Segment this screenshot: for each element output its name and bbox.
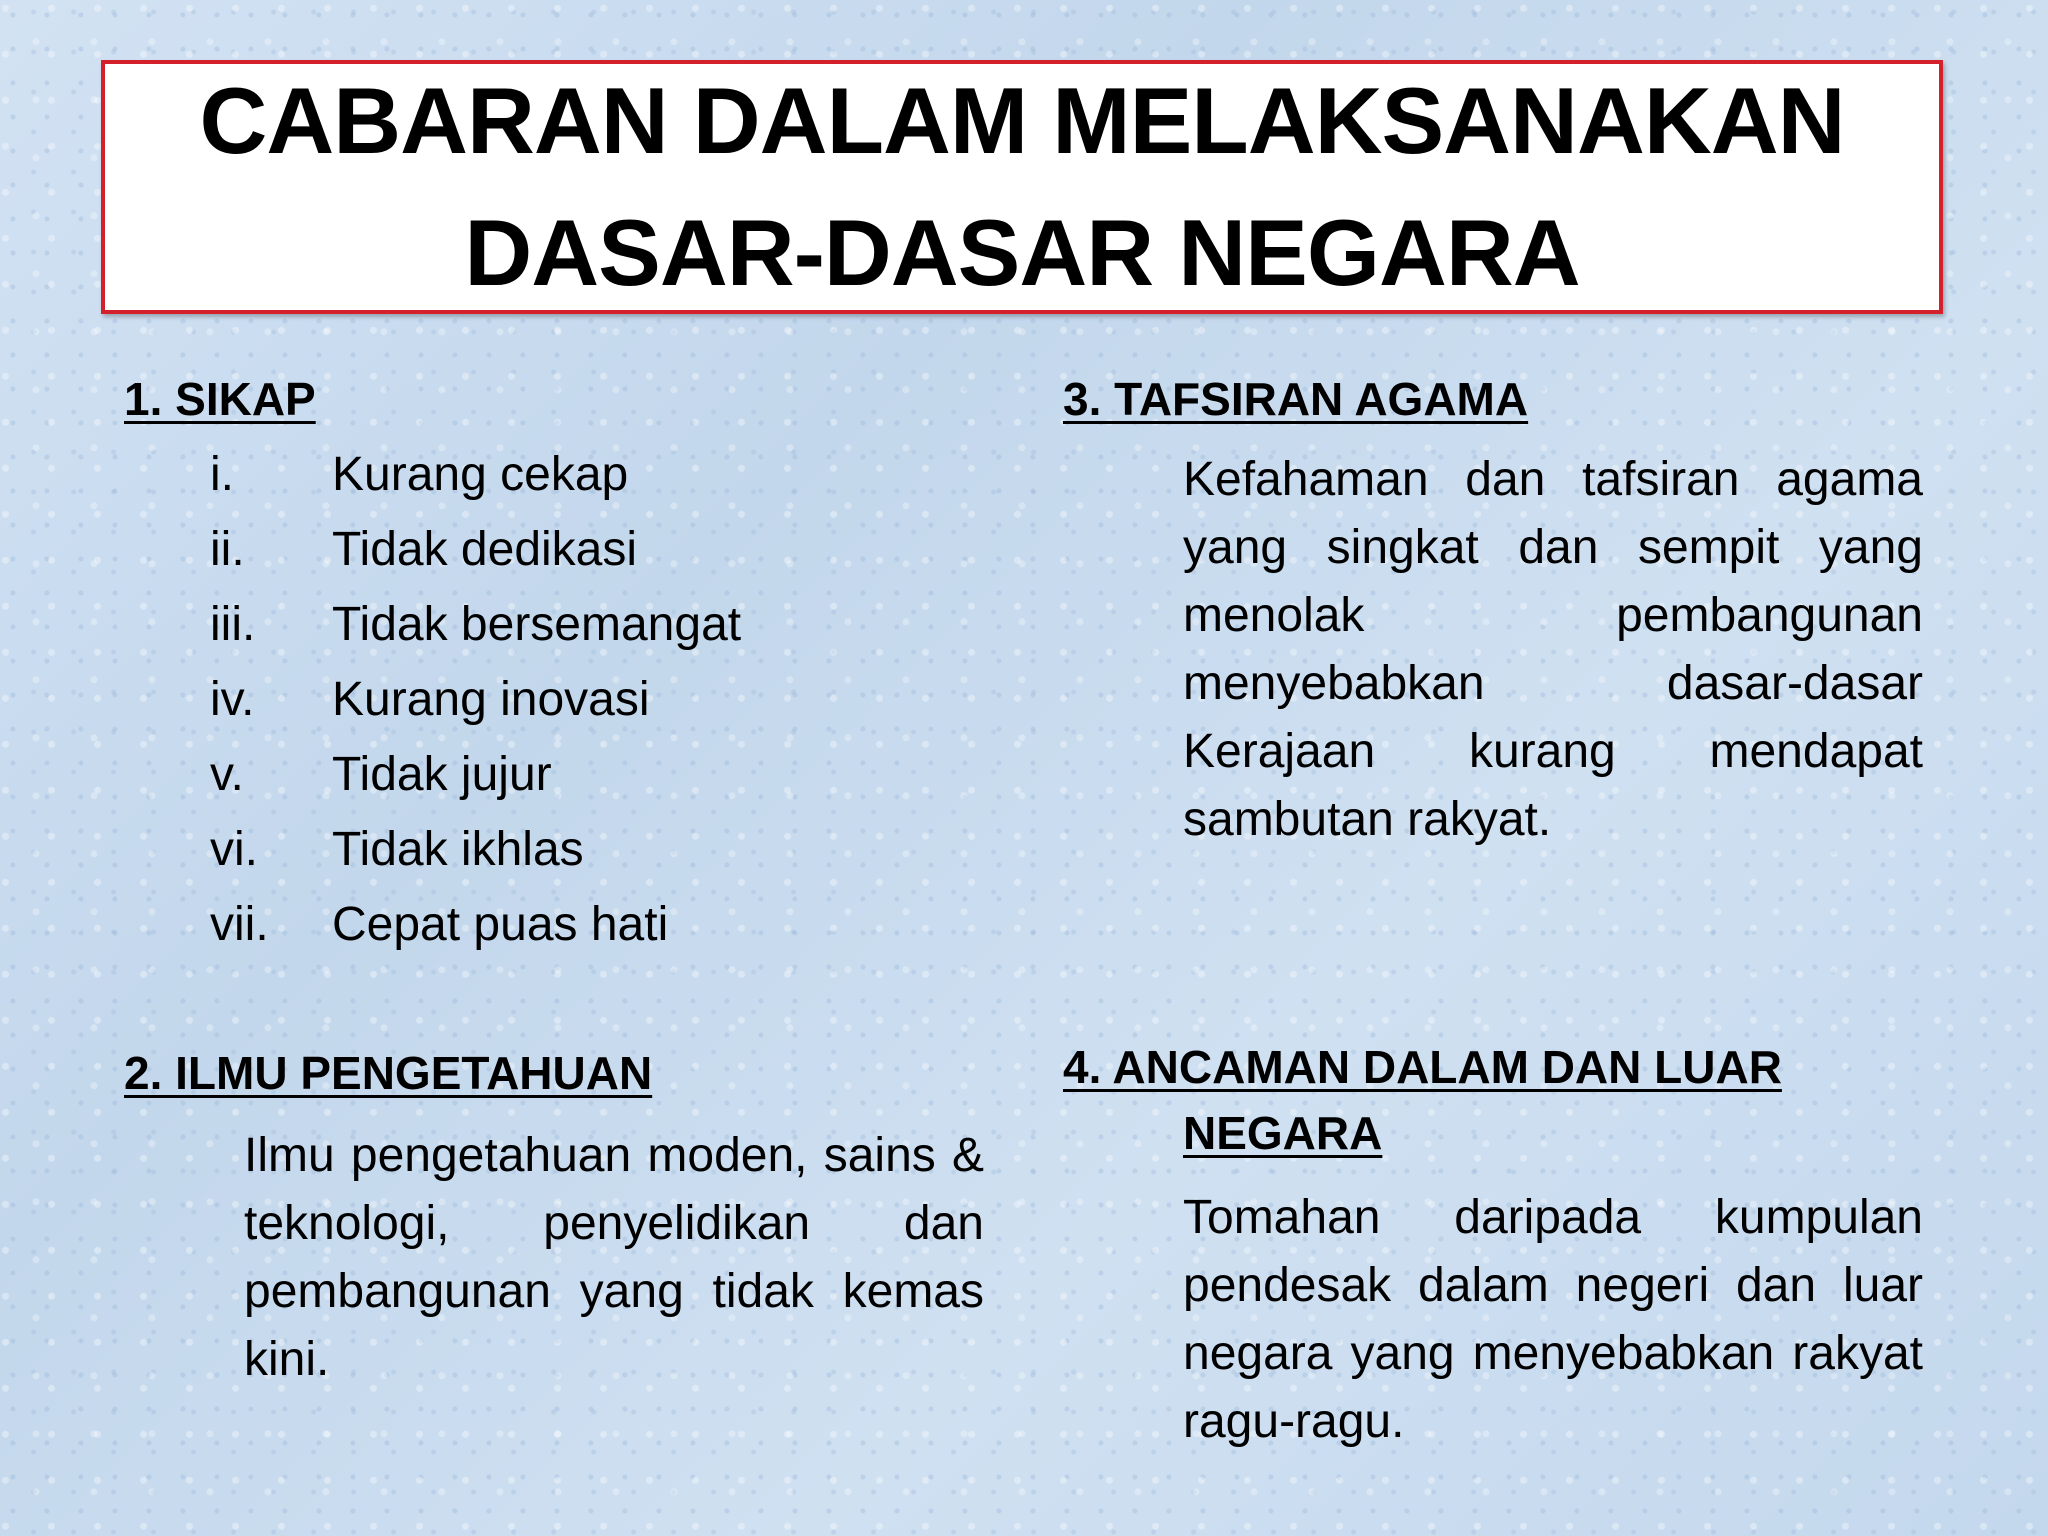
list-item-text: Tidak ikhlas [332, 823, 584, 876]
section-3-body: Kefahaman dan tafsiran agama yang singkat dan sempit yang menolak pembangunan menyebabkan dasar-dasar Kerajaan kurang mendapat sambutan rakyat. [1183, 453, 1923, 846]
list-item-number: v. [210, 748, 244, 801]
section-4-heading-continued: NEGARA [1183, 1107, 1383, 1159]
list-item [210, 437, 741, 512]
section-1-heading: 1. SIKAP [124, 373, 316, 425]
list-item [210, 587, 741, 662]
section-2-heading: 2. ILMU PENGETAHUAN [124, 1047, 653, 1099]
section-4-body: Tomahan daripada kumpulan pendesak dalam negeri dan luar negara yang menyebabkan rakyat ragu-ragu. [1183, 1191, 1923, 1448]
list-item-text: Tidak dedikasi [332, 523, 638, 576]
list-item [210, 512, 741, 587]
slide-title-line-1: CABARAN DALAM MELAKSANAKAN [199, 68, 1845, 173]
section-4-heading: 4. ANCAMAN DALAM DAN LUAR [1063, 1041, 1782, 1093]
list-item-text: Kurang inovasi [332, 673, 650, 726]
list-item-text: Kurang cekap [332, 448, 629, 501]
list-item-number: vi. [210, 823, 258, 876]
list-item [210, 737, 741, 812]
section-2-body: Ilmu pengetahuan moden, sains & teknologi, penyelidikan dan pembangunan yang tidak kemas kini. [244, 1129, 984, 1386]
list-item-text: Tidak bersemangat [332, 598, 742, 651]
title-box [101, 60, 1943, 314]
slide-title [200, 55, 1845, 319]
list-item-text: Tidak jujur [332, 748, 552, 801]
list-item-number: iv. [210, 673, 255, 726]
section-3-heading: 3. TAFSIRAN AGAMA [1063, 373, 1529, 425]
list-item [210, 812, 741, 887]
list-item-number: ii. [210, 523, 245, 576]
list-item-text: Cepat puas hati [332, 898, 669, 951]
list-item-number: i. [210, 448, 234, 501]
list-item-number: vii. [210, 898, 269, 951]
section-1-list [210, 437, 741, 962]
list-item-number: iii. [210, 598, 256, 651]
list-item [210, 887, 741, 962]
slide-title-line-2: DASAR-DASAR NEGARA [464, 200, 1580, 305]
list-item [210, 662, 741, 737]
